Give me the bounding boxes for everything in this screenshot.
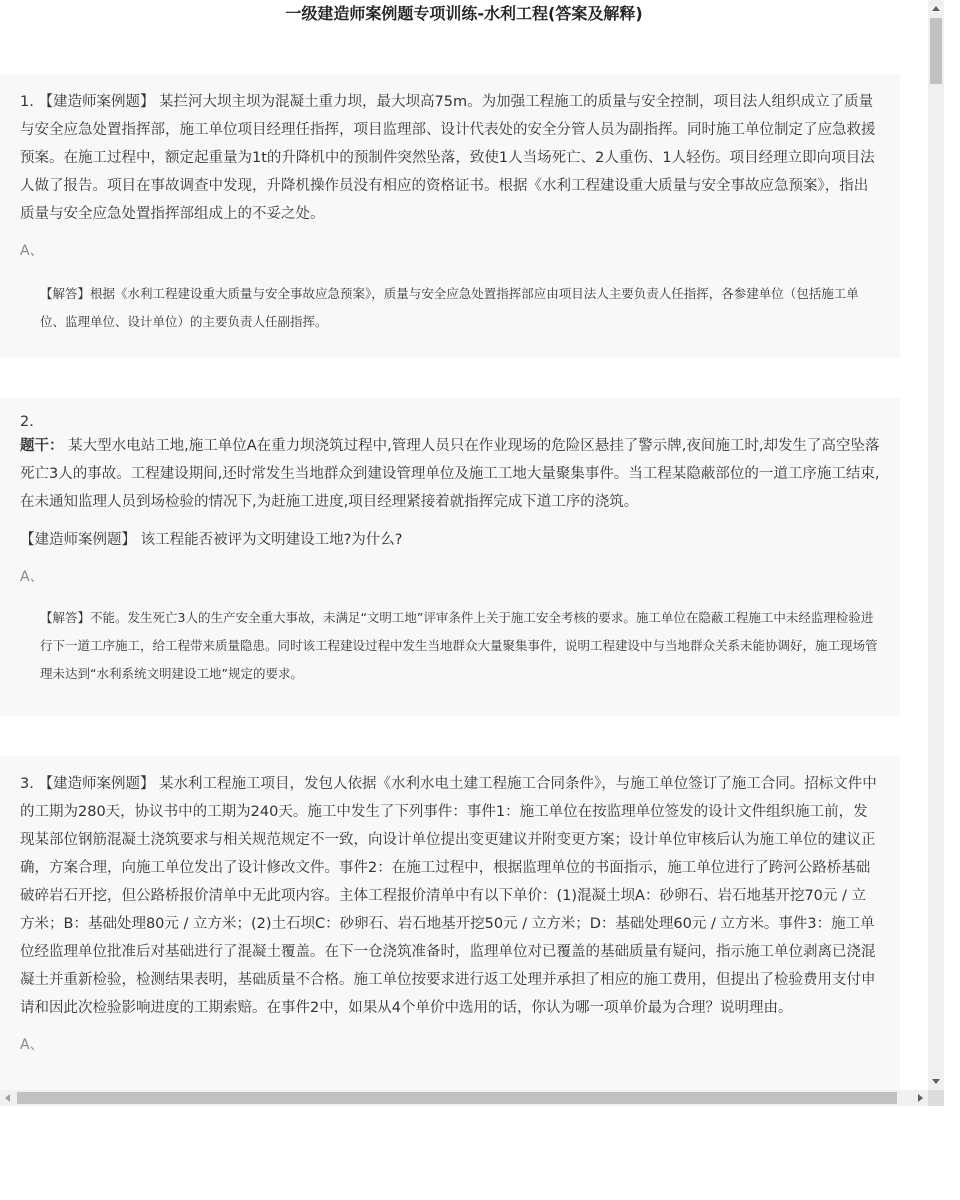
page-title: 一级建造师案例题专项训练-水利工程(答案及解释) <box>285 4 643 23</box>
answer-label: A、 <box>20 1037 44 1053</box>
question-stem <box>20 432 880 516</box>
question-text <box>20 770 880 1022</box>
scrollbar-corner <box>928 1090 944 1106</box>
question-card-2 <box>0 398 900 716</box>
question-body: 【建造师案例题】 某拦河大坝主坝为混凝土重力坝，最大坝高75m。为加强工程施工的质量与安全控制，项目法人组织成立了质量与安全应急处置指挥部，施工单位项目经理任指挥，项目监理部、设计代表处的安全分管人员为副指挥。同时施工单位制定了应急救援预案。在施工过程中，额定起重量为1t的升降机中的预制件突然坠落，致使1人当场死亡、2人重伤、1人轻伤。项目经理立即向项目法人做了报告。项目在事故调查中发现，升降机操作员没有相应的资格证书。根据《水利工程建设重大质量与安全事故应急预案》，指出质量与安全应急处置指挥部组成上的不妥之处。 <box>20 94 876 222</box>
question-number: 2. <box>20 414 34 430</box>
answer-explanation: 【解答】根据《水利工程建设重大质量与安全事故应急预案》，质量与安全应急处置指挥部应由项目法人主要负责人任指挥，各参建单位（包括施工单位、监理单位、设计单位）的主要负责人任副指挥。 <box>40 286 859 329</box>
question-body: 【建造师案例题】 某水利工程施工项目，发包人依据《水利水电土建工程施工合同条件》，与施工单位签订了施工合同。招标文件中的工期为280天，协议书中的工期为240天。施工中发生了下列事件：事件1：施工单位在按监理单位签发的设计文件组织施工前，发现某部位钢筋混凝土浇筑要求与相关规范规定不一致，向设计单位提出变更建议并附变更方案；设计单位审核后认为施工单位的建议正确，方案合理，向施工单位发出了设计修改文件。事件2：在施工过程中，根据监理单位的书面指示，施工单位进行了跨河公路桥基础破碎岩石开挖，但公路桥报价清单中无此项内容。主体工程报价清单中有以下单价：(1)混凝土坝A：砂卵石、岩石地基开挖70元 / 立方米；B：基础处理80元 / 立方米；(2)土石坝C：砂卵石、岩石地基开挖50元 / 立方米；D：基础处理60元 / 立方米。事件3：施工单位经监理单位批准后对基础进行了混凝土覆盖。在下一仓浇筑准备时，监理单位对已覆盖的基础质量有疑问，指示施工单位剥离已浇混凝土并重新检验，检测结果表明，基础质量不合格。施工单位按要求进行返工处理并承担了相应的施工费用，但提出了检验费用支付申请和因此次检验影响进度的工期索赔。在事件2中，如果从4个单价中选用的话，你认为哪一项单价最为合理？说明理由。 <box>20 776 877 1016</box>
scroll-up-icon[interactable] <box>932 6 940 11</box>
question-card-3 <box>0 756 900 1090</box>
question-text: 【建造师案例题】 该工程能否被评为文明建设工地?为什么? <box>20 532 403 548</box>
scroll-right-icon[interactable] <box>918 1094 923 1102</box>
answer-explanation: 【解答】不能。发生死亡3人的生产安全重大事故，未满足“文明工地”评审条件上关于施工安全考核的要求。施工单位在隐蔽工程施工中未经监理检验进行下一道工序施工，给工程带来质量隐患。同时该工程建设过程中发生当地群众大量聚集事件，说明工程建设中与当地群众关系未能协调好，施工现场管理未达到“水利系统文明建设工地”规定的要求。 <box>40 610 878 681</box>
question-number: 3. <box>20 776 34 792</box>
horizontal-scroll-thumb[interactable] <box>17 1092 897 1104</box>
horizontal-scrollbar[interactable] <box>0 1090 928 1106</box>
vertical-scrollbar[interactable] <box>928 0 944 1090</box>
answer-label: A、 <box>20 243 44 259</box>
scroll-down-icon[interactable] <box>932 1079 940 1084</box>
vertical-scroll-thumb[interactable] <box>930 18 942 84</box>
stem-text: 某大型水电站工地,施工单位A在重力坝浇筑过程中,管理人员只在作业现场的危险区悬挂了警示牌,夜间施工时,却发生了高空坠落死亡3人的事故。工程建设期间,还时常发生当地群众到建设管理单位及施工工地大量聚集事件。当工程某隐蔽部位的一道工序施工结束,在未通知监理人员到场检验的情况下,为赶施工进度,项目经理紧接着就指挥完成下道工序的浇筑。 <box>20 438 880 510</box>
stem-label: 题干： <box>20 438 64 454</box>
scroll-left-icon[interactable] <box>5 1094 10 1102</box>
answer-label: A、 <box>20 569 44 585</box>
question-text <box>20 88 880 228</box>
question-number: 1. <box>20 94 34 110</box>
question-card-1 <box>0 74 900 358</box>
